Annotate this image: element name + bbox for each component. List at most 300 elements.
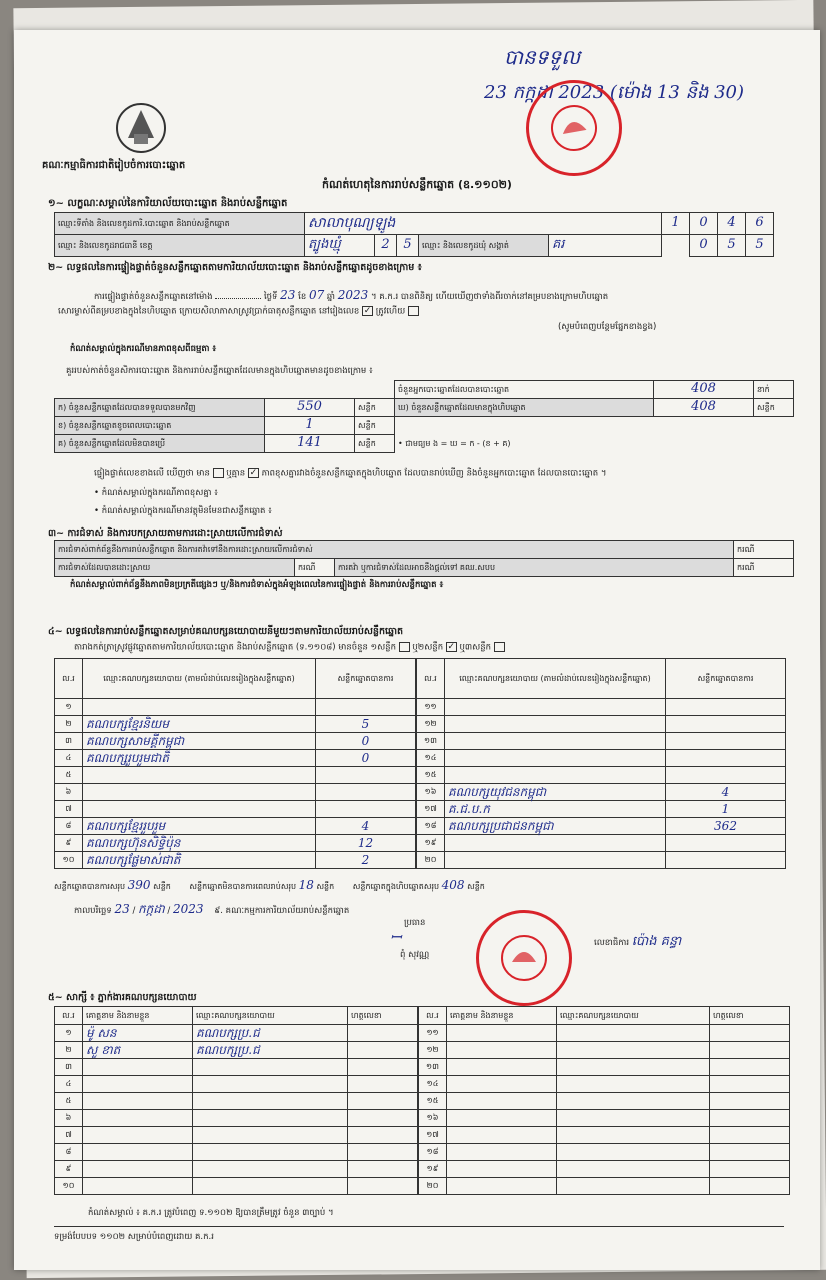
witness-party <box>193 1093 348 1110</box>
witness-signature <box>348 1025 418 1042</box>
date-day: 23 <box>114 902 130 916</box>
witness-signature <box>348 1161 418 1178</box>
witness-signature <box>348 1110 418 1127</box>
witness-row <box>419 1161 790 1178</box>
party-name: គណបក្សរួបរួមជាតិ <box>83 750 316 767</box>
party-votes <box>666 699 786 716</box>
result-row <box>417 733 786 750</box>
form-code: ទម្រង់បែបបទ ១១០២ សម្រាប់បំពេញដោយ គ.ក.រ <box>54 1232 214 1242</box>
irregularity-note: កំណត់សម្គាល់ពាក់ព័ន្ធនឹងភាពមិនប្រក្រតីផ្សេងៗ ឬ/និងការជំទាស់ក្នុងអំឡុងពេលនៃការផ្ទៀងផ្ទាត់ និងការរាប់សន្លឹកឆ្នោត ៖ <box>70 580 444 590</box>
col-votes: សន្លឹកឆ្នោតបានការ <box>666 659 786 699</box>
totals-box-unit: សន្លឹក <box>467 882 485 891</box>
party-votes <box>316 784 416 801</box>
year-label: ឆ្នាំ <box>326 292 336 302</box>
witness-row <box>55 1076 418 1093</box>
row-no: ១៨ <box>417 818 445 835</box>
party-name: គ.ជ.ប.ក <box>445 801 666 818</box>
witness-row <box>55 1042 418 1059</box>
row-no: ៤ <box>55 750 83 767</box>
verification-line <box>94 288 794 303</box>
party-votes <box>666 716 786 733</box>
party-votes: 4 <box>316 818 416 835</box>
code-top-digit: 1 <box>662 213 690 235</box>
party-name <box>83 784 316 801</box>
code-bottom-digit: 5 <box>718 235 746 257</box>
witness-party <box>193 1076 348 1093</box>
c-label: គ) ចំនួនសន្លឹកឆ្នោតដែលមិនបានប្រើ <box>55 435 265 453</box>
location-value: សាលាបុណ្យឡូង <box>305 213 662 235</box>
witness-col-sign: ហត្ថលេខា <box>710 1007 790 1025</box>
witness-party <box>557 1076 710 1093</box>
voters-cast-label: ចំនួនអ្នកបោះឆ្នោតដែលបានបោះឆ្នោត <box>395 381 654 399</box>
footer-rule <box>54 1226 784 1227</box>
witness-signature <box>710 1025 790 1042</box>
witness-signature <box>710 1110 790 1127</box>
party-votes <box>666 835 786 852</box>
form-title: កំណត់ហេតុនៃការរាប់សន្លឹកឆ្នោត (ឧ.១១០២) <box>322 178 512 191</box>
party-votes: 4 <box>666 784 786 801</box>
row-no: ១៦ <box>419 1110 447 1127</box>
witness-name <box>447 1059 557 1076</box>
witness-signature <box>710 1161 790 1178</box>
witness-col-name: គោត្តនាម និងនាមខ្លួន <box>447 1007 557 1025</box>
result-row <box>417 750 786 767</box>
party-name: គណបក្សយុវជនកម្ពុជា <box>445 784 666 801</box>
commune-label: ឈ្មោះ និងលេខកូដឃុំ សង្កាត់ <box>419 235 549 257</box>
party-name: គណបក្សខ្មែររួបរួម <box>83 818 316 835</box>
witness-row <box>419 1144 790 1161</box>
witness-party: គណបក្សប្រ.ជ <box>193 1025 348 1042</box>
check-line-label: ផ្ទៀងផ្ទាត់លេខខាងលើ ឃើញថា មាន <box>94 468 210 479</box>
witness-row <box>55 1059 418 1076</box>
seal-text: សោរម្ចាស់ពីគម្របខាងក្នុងនៃហិបឆ្នោត ក្រោយសិលាភាសាស្រូវប្រាក់ធាតុសន្លឹកឆ្នោត នៅរៀងលេខ <box>58 306 360 317</box>
result-row <box>55 716 416 733</box>
witness-name <box>83 1178 193 1195</box>
row-no: ២០ <box>417 852 445 869</box>
witness-party <box>557 1110 710 1127</box>
result-row <box>417 767 786 784</box>
objection-row2-end: ករណី <box>734 559 794 577</box>
row-no: ២ <box>55 1042 83 1059</box>
witness-col-party: ឈ្មោះគណបក្សនយោបាយ <box>557 1007 710 1025</box>
chair-signature: ꟷ <box>390 930 402 946</box>
section1-title: ១~ លក្ខណៈសម្គាល់នៃការិយាល័យបោះឆ្នោត និងរាប់សន្លឹកឆ្នោត <box>48 198 288 209</box>
party-votes <box>666 733 786 750</box>
check-none-label: ឬគ្មាន <box>226 468 246 479</box>
unit-person: នាក់ <box>754 381 794 399</box>
bullet-diff-note: • កំណត់សម្គាល់ក្នុងករណីភាពខុសគ្នា ៖ <box>94 488 218 498</box>
witness-name <box>447 1093 557 1110</box>
row-no: ៩ <box>55 835 83 852</box>
totals-valid: 390 <box>127 878 151 892</box>
objection-row1-case: ករណី <box>734 541 794 559</box>
voters-cast-value: 408 <box>654 381 754 399</box>
code-top-digit: 0 <box>690 213 718 235</box>
province-value: ត្បូងឃ្មុំ <box>305 235 375 257</box>
witness-name <box>447 1110 557 1127</box>
row-no: ១១ <box>419 1025 447 1042</box>
c-value: 141 <box>265 435 355 453</box>
party-name <box>83 699 316 716</box>
col-no: ល.រ <box>55 659 83 699</box>
month-label: ខែ <box>298 292 307 302</box>
totals-invalid-unit: សន្លឹក <box>316 882 335 891</box>
result-row <box>417 699 786 716</box>
result-row <box>55 750 416 767</box>
witness-party <box>557 1144 710 1161</box>
totals-box: 408 <box>441 878 465 892</box>
witness-row <box>55 1025 418 1042</box>
row-no: ២ <box>55 716 83 733</box>
result-row <box>55 801 416 818</box>
witness-row <box>55 1127 418 1144</box>
date-line: កាលបរិច្ឆេទ 23 / កក្កដា / 2023 ៩. គណៈកម្មការការិយាល័យរាប់សន្លឹកឆ្នោត <box>74 902 350 916</box>
col-party: ឈ្មោះគណបក្សនយោបាយ (តាមលំដាប់លេខរៀងក្នុងសន្លឹកឆ្នោត) <box>445 659 666 699</box>
witness-party <box>557 1093 710 1110</box>
c-unit: សន្លឹក <box>355 435 395 453</box>
witness-row <box>55 1144 418 1161</box>
witness-name <box>83 1076 193 1093</box>
row-no: ៧ <box>55 1127 83 1144</box>
witness-row <box>55 1110 418 1127</box>
row-no: ១៩ <box>419 1161 447 1178</box>
totals-valid-label: សន្លឹកឆ្នោតបានការសរុប <box>54 882 126 891</box>
abnormal-note-label: កំណត់សម្គាល់ក្នុងករណីមានភាពខុសពីធម្មតា ៖ <box>70 344 217 354</box>
sheet1-checkbox[interactable] <box>399 642 410 652</box>
witness-party <box>193 1144 348 1161</box>
section1-table <box>54 212 774 257</box>
witness-row <box>55 1093 418 1110</box>
witness-signature <box>348 1178 418 1195</box>
b-label: ខ) ចំនួនសន្លឹកឆ្នោតខូចពេលបោះឆ្នោត <box>55 417 265 435</box>
seal-no-checkbox[interactable] <box>408 306 419 316</box>
totals-box-label: សន្លឹកឆ្នោតក្នុងហិបឆ្នោតសរុប <box>352 882 440 891</box>
objection-row1: ការជំទាស់ពាក់ព័ន្ធនឹងការរាប់សន្លឹកឆ្នោត និងការតវ៉ាទៅនឹងការដោះស្រាយលើការជំទាស់ <box>55 541 734 559</box>
sign-label: ៩. គណៈកម្មការការិយាល័យរាប់សន្លឹកឆ្នោត <box>214 906 350 916</box>
witness-party <box>557 1178 710 1195</box>
seal-yes-label: ត្រូវហើយ <box>375 306 406 317</box>
day-value: 23 <box>280 288 296 302</box>
row-no: ៣ <box>55 1059 83 1076</box>
row-no: ៥ <box>55 767 83 784</box>
party-name <box>83 767 316 784</box>
witness-party <box>193 1127 348 1144</box>
witness-row <box>419 1127 790 1144</box>
section3-title: ៣~ ការជំទាស់ និងការបកស្រាយតាមការដោះស្រាយលើការជំទាស់ <box>48 528 283 539</box>
result-row <box>55 818 416 835</box>
witness-party <box>557 1059 710 1076</box>
sheet2-checkbox[interactable]: ✓ <box>447 642 456 652</box>
sheet3-checkbox[interactable] <box>494 642 505 652</box>
witness-signature <box>710 1178 790 1195</box>
d-label: ឃ) ចំនួនសន្លឹកឆ្នោតដែលមានក្នុងហិបឆ្នោត <box>395 399 654 417</box>
formula: • ជាមធ្យម ង = ឃ = ក - (ខ + គ) <box>398 438 511 448</box>
tally-intro: តារាងកត់ត្រាស្រូវផ្លូវឆ្នោតតាមការិយាល័យបោះឆ្នោត និងរាប់សន្លឹកឆ្នោត (ទ.១១០៨) មានចំនួន ១សន្លឹក <box>74 642 396 653</box>
result-row <box>417 784 786 801</box>
party-name <box>445 750 666 767</box>
witness-name <box>447 1178 557 1195</box>
party-name: គណបក្សសាមគ្គីកម្ពុជា <box>83 733 316 750</box>
party-name: គណបក្សប្រជាជនកម្ពុជា <box>445 818 666 835</box>
chair-name: ពុំ សុវណ្ណ <box>400 950 430 960</box>
witness-name <box>447 1025 557 1042</box>
witness-name <box>447 1076 557 1093</box>
result-row <box>417 852 786 869</box>
row-no: ១៨ <box>419 1144 447 1161</box>
province-code-digit: 5 <box>397 235 419 257</box>
row-no: ១២ <box>419 1042 447 1059</box>
section2-title: ២~ លទ្ធផលនៃការផ្ទៀងផ្ទាត់ចំនួនសន្លឹកឆ្នោតតាមការិយាល័យបោះឆ្នោត និងរាប់សន្លឹកឆ្នោតដូចខាងក្រោម ៖ <box>48 262 422 273</box>
date-month: កក្កដា <box>138 902 165 916</box>
witness-party <box>193 1059 348 1076</box>
row-no: ១៣ <box>419 1059 447 1076</box>
witness-signature <box>348 1059 418 1076</box>
witness-col-party: ឈ្មោះគណបក្សនយោបាយ <box>193 1007 348 1025</box>
row-no: ១២ <box>417 716 445 733</box>
row-no: ៨ <box>55 818 83 835</box>
official-stamp-bottom <box>476 910 572 1006</box>
day-label: ថ្ងៃទី <box>263 292 278 302</box>
row-no: ៨ <box>55 1144 83 1161</box>
party-name <box>83 801 316 818</box>
party-name: គណបក្សហ៊ុនសិទ្ធិប៉ុន <box>83 835 316 852</box>
witness-col-sign: ហត្ថលេខា <box>348 1007 418 1025</box>
totals-valid-unit: សន្លឹក <box>153 882 171 891</box>
party-votes: 0 <box>316 750 416 767</box>
party-votes: 2 <box>316 852 416 869</box>
witness-name <box>83 1093 193 1110</box>
province-label: ឈ្មោះ និងលេខកូដរាជធានី ខេត្ត <box>55 235 305 257</box>
result-row <box>55 784 416 801</box>
province-code-digit: 2 <box>375 235 397 257</box>
witness-name <box>83 1110 193 1127</box>
party-name <box>445 699 666 716</box>
footer-note: កំណត់សម្គាល់ ៖ គ.ក.រ ត្រូវបំពេញ ទ.១១០២ ឱ្យបានត្រឹមត្រូវ ចំនួន ៣ច្បាប់ ។ <box>88 1208 334 1218</box>
a-label: ក) ចំនួនសន្លឹកឆ្នោតដែលបានទទួលបានមកវិញ <box>55 399 265 417</box>
section5-title: ៥~ សាក្សី ៖ ភ្នាក់ងារគណបក្សនយោបាយ <box>48 992 197 1003</box>
witness-name <box>447 1042 557 1059</box>
witness-party <box>557 1025 710 1042</box>
witness-signature <box>348 1093 418 1110</box>
witness-name <box>83 1144 193 1161</box>
d-unit: សន្លឹក <box>754 399 794 417</box>
col-no: ល.រ <box>417 659 445 699</box>
witness-party <box>193 1178 348 1195</box>
witness-row <box>419 1025 790 1042</box>
witness-party <box>557 1161 710 1178</box>
witness-name <box>447 1161 557 1178</box>
witness-party <box>557 1127 710 1144</box>
witness-name <box>447 1144 557 1161</box>
opt2-label: ឬ២សន្លឹក <box>412 642 444 653</box>
a-value: 550 <box>265 399 355 417</box>
witness-party <box>193 1110 348 1127</box>
code-bottom-digit: 0 <box>690 235 718 257</box>
received-label: បានទទួល <box>504 45 581 69</box>
opt3-label: ឬ៣សន្លឹក <box>459 642 492 653</box>
diff-yes-checkbox[interactable] <box>213 468 224 478</box>
party-votes: 362 <box>666 818 786 835</box>
party-name <box>445 733 666 750</box>
party-votes <box>666 852 786 869</box>
objection-row2-case: ករណី <box>295 559 335 577</box>
witness-name <box>83 1059 193 1076</box>
witness-name <box>83 1161 193 1178</box>
date-label: កាលបរិច្ឆេទ <box>74 906 112 916</box>
result-row <box>417 801 786 818</box>
section4-title: ៤~ លទ្ធផលនៃការរាប់សន្លឹកឆ្នោតសម្រាប់គណបក្សនយោបាយនីមួយៗតាមការិយាល័យរាប់សន្លឹកឆ្នោត <box>48 626 404 637</box>
witness-row <box>419 1076 790 1093</box>
witness-row <box>419 1042 790 1059</box>
witness-party <box>193 1161 348 1178</box>
row-no: ៤ <box>55 1076 83 1093</box>
bullet-object-note: • កំណត់សម្គាល់ក្នុងករណីមានវត្ថុមិនមែនជាសន្លឹកឆ្នោត ៖ <box>94 506 272 516</box>
witness-signature <box>710 1127 790 1144</box>
national-emblem-icon <box>114 100 168 160</box>
result-row <box>417 818 786 835</box>
witness-signature <box>710 1059 790 1076</box>
row-no: ៦ <box>55 784 83 801</box>
row-no: ៧ <box>55 801 83 818</box>
result-row <box>55 852 416 869</box>
party-name: គណបក្សផ្លែមាស់ជាតិ <box>83 852 316 869</box>
row-no: ១៤ <box>417 750 445 767</box>
document-page <box>14 30 820 1270</box>
diff-none-checkbox[interactable]: ✓ <box>249 468 258 478</box>
party-votes: 1 <box>666 801 786 818</box>
verification-tail: ។ គ.ក.រ បានពិនិត្យ ហើយឃើញថាទាំងពីរចាក់នៅគម្របខាងក្រោមហិបឆ្នោត <box>370 292 609 302</box>
witness-row <box>55 1161 418 1178</box>
row-no: ១៥ <box>419 1093 447 1110</box>
witness-col-name: គោត្តនាម និងនាមខ្លួន <box>83 1007 193 1025</box>
witness-col-no: ល.រ <box>55 1007 83 1025</box>
witness-row <box>419 1178 790 1195</box>
results-table-left <box>54 658 416 869</box>
witness-row <box>419 1093 790 1110</box>
witness-signature <box>348 1076 418 1093</box>
result-row <box>55 733 416 750</box>
witness-signature <box>348 1127 418 1144</box>
row-no: ១០ <box>55 852 83 869</box>
result-row <box>417 716 786 733</box>
row-no: ១៧ <box>419 1127 447 1144</box>
witness-signature <box>710 1042 790 1059</box>
b-unit: សន្លឹក <box>355 417 395 435</box>
witness-name: ម៉ូ សន <box>83 1025 193 1042</box>
fill-note: (សូមបំពេញបន្ថែមផ្នែកខាងខ្វង) <box>558 322 657 332</box>
tally-sheets-line <box>74 642 505 653</box>
result-row <box>55 767 416 784</box>
party-name <box>445 835 666 852</box>
totals-invalid-label: សន្លឹកឆ្នោតមិនបានការពេលរាប់សរុប <box>189 882 297 891</box>
row-no: ១ <box>55 1025 83 1042</box>
result-row <box>55 835 416 852</box>
row-no: ២០ <box>419 1178 447 1195</box>
party-votes <box>316 801 416 818</box>
check-tail: ភាពខុសគ្នារវាងចំនួនសន្លឹកឆ្នោតក្នុងហិបឆ្នោត ដែលបានរាប់ឃើញ និងចំនួនអ្នកបោះឆ្នោត ដែលបានបោះឆ្នោត ។ <box>261 468 607 479</box>
party-votes: 12 <box>316 835 416 852</box>
witness-row <box>419 1059 790 1076</box>
committee-name: គណៈកម្មាធិការជាតិរៀបចំការបោះឆ្នោត <box>42 160 186 171</box>
year-value: 2023 <box>337 288 369 302</box>
d-value: 408 <box>654 399 754 417</box>
secretary-line <box>594 934 681 950</box>
seal-yes-checkbox[interactable]: ✓ <box>363 306 372 316</box>
witness-signature <box>710 1144 790 1161</box>
witness-name <box>83 1127 193 1144</box>
party-votes <box>666 750 786 767</box>
party-name: គណបក្សខ្មែរនិយម <box>83 716 316 733</box>
witness-signature <box>348 1042 418 1059</box>
party-votes <box>666 767 786 784</box>
counting-table <box>54 380 794 453</box>
code-top-digit: 4 <box>718 213 746 235</box>
row-no: ៩ <box>55 1161 83 1178</box>
totals-invalid: 18 <box>298 878 314 892</box>
secretary-label: លេខាធិការ <box>594 938 630 948</box>
witness-row <box>419 1110 790 1127</box>
received-date: 23 កក្កដា 2023 (ម៉ោង 13 និង 30) <box>484 82 745 103</box>
b-value: 1 <box>265 417 355 435</box>
objection-row2: ការជំទាស់ដែលបានដោះស្រាយ <box>55 559 295 577</box>
party-name <box>445 852 666 869</box>
results-table-right <box>416 658 786 869</box>
party-name <box>445 767 666 784</box>
row-no: ១៩ <box>417 835 445 852</box>
row-no: ១ <box>55 699 83 716</box>
row-no: ១៤ <box>419 1076 447 1093</box>
party-votes <box>316 767 416 784</box>
row-no: ៥ <box>55 1093 83 1110</box>
witness-name: សួ ខាត <box>83 1042 193 1059</box>
party-name <box>445 716 666 733</box>
row-no: ១៣ <box>417 733 445 750</box>
row-no: ៦ <box>55 1110 83 1127</box>
objections-table <box>54 540 794 577</box>
code-top-digit: 6 <box>746 213 774 235</box>
month-value: 07 <box>308 288 325 302</box>
location-label: ឈ្មោះទីតាំង និងលេខកូដការិ.បោះឆ្នោត និងរាប់សន្លឹកឆ្នោត <box>55 213 305 235</box>
witness-signature <box>348 1144 418 1161</box>
row-no: ១១ <box>417 699 445 716</box>
party-votes: 0 <box>316 733 416 750</box>
witness-table-right <box>418 1006 790 1195</box>
result-row <box>417 835 786 852</box>
row-no: ១៦ <box>417 784 445 801</box>
counting-intro: គួររបស់កាត់ចំនួនសិការបោះឆ្នោត និងការរាប់សន្លឹកឆ្នោតដែលមានក្នុងហិបឆ្នោតមានដូចខាងក្រោម ៖ <box>66 366 373 376</box>
commune-value: គរ <box>549 235 662 257</box>
witness-party: គណបក្សប្រ.ជ <box>193 1042 348 1059</box>
col-party: ឈ្មោះគណបក្សនយោបាយ (តាមលំដាប់លេខរៀងក្នុងសន្លឹកឆ្នោត) <box>83 659 316 699</box>
result-row <box>55 699 416 716</box>
row-no: ១៥ <box>417 767 445 784</box>
row-no: ១៧ <box>417 801 445 818</box>
seal-line <box>58 306 798 317</box>
verification-time-label: ការផ្ទៀងផ្ទាត់ចំនួនសន្លឹកឆ្នោតនៅម៉ោង <box>94 292 213 302</box>
objection-row2-right: ការតវ៉ា ឬការជំទាស់ដែលអាចនឹងផ្តល់ទៅ គឈ.សបប <box>335 559 734 577</box>
row-no: ៣ <box>55 733 83 750</box>
party-votes: 5 <box>316 716 416 733</box>
witness-signature <box>710 1076 790 1093</box>
witness-row <box>55 1178 418 1195</box>
witness-name <box>447 1127 557 1144</box>
date-year: 2023 <box>173 902 204 916</box>
check-line <box>94 468 814 479</box>
code-bottom-digit: 5 <box>746 235 774 257</box>
witness-table-left <box>54 1006 418 1195</box>
chair-label: ប្រធាន <box>404 918 426 928</box>
col-votes: សន្លឹកឆ្នោតបានការ <box>316 659 416 699</box>
